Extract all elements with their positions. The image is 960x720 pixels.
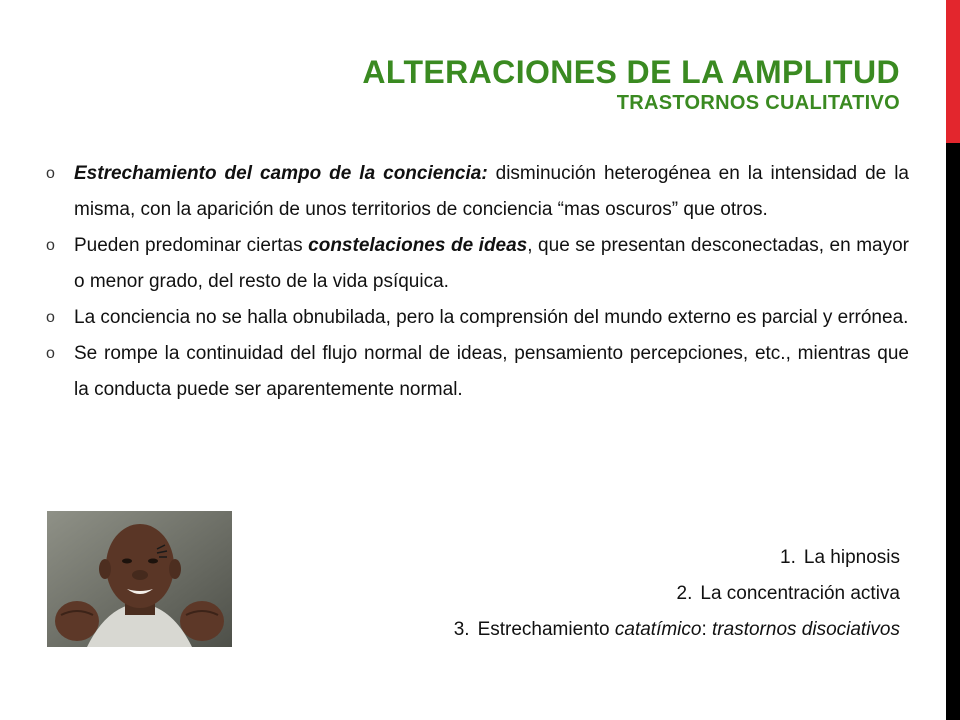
title-block	[362, 54, 900, 114]
numbered-item	[454, 540, 900, 576]
item-number: 2.	[676, 583, 693, 604]
item-text: :	[701, 619, 713, 640]
bullet-text: Pueden predominar ciertas	[74, 235, 309, 256]
bullet-text: La conciencia no se halla obnubilada, pero la comprensión del mundo externo es parcial y errónea.	[74, 307, 909, 328]
bullet-item	[46, 336, 909, 408]
item-number: 3.	[453, 619, 470, 640]
bullet-marker: o	[46, 345, 55, 362]
bullet-marker: o	[46, 165, 55, 182]
bullet-marker: o	[46, 237, 55, 254]
slide-subtitle: TRASTORNOS CUALITATIVO	[616, 92, 900, 114]
slide-title: ALTERACIONES DE LA AMPLITUD	[362, 54, 900, 90]
bullet-marker: o	[46, 309, 55, 326]
numbered-list	[454, 540, 900, 648]
item-text: Estrechamiento	[477, 619, 615, 640]
item-text-italic: trastornos disociativos	[712, 619, 900, 640]
boxer-photo	[47, 511, 232, 647]
bullet-item	[46, 300, 909, 336]
numbered-item	[454, 612, 900, 648]
bullet-text: disminución heterogénea en la intensidad de la misma, con la aparición de unos territorios de conciencia “mas oscuros” que otros.	[74, 163, 909, 220]
bullet-list	[46, 156, 909, 408]
bullet-emphasis: Estrechamiento del campo de la conciencia:	[74, 163, 488, 184]
bullet-text: , que se presentan desconectadas, en mayor o menor grado, del resto de la vida psíquica.	[74, 235, 909, 292]
side-accent-red	[946, 0, 960, 143]
item-number: 1.	[780, 547, 796, 568]
numbered-item	[454, 576, 900, 612]
bullet-text: Se rompe la continuidad del flujo normal de ideas, pensamiento percepciones, etc., mientras que la conducta puede ser aparentemente normal.	[74, 343, 909, 400]
side-accent-black	[946, 143, 960, 720]
item-text: La concentración activa	[700, 583, 900, 604]
item-text-italic: catatímico	[614, 619, 702, 640]
bullet-item	[46, 156, 909, 228]
bullet-emphasis: constelaciones de ideas	[308, 235, 528, 256]
item-text: La hipnosis	[803, 547, 900, 568]
boxer-photo-illustration	[47, 511, 232, 647]
bullet-item	[46, 228, 909, 300]
